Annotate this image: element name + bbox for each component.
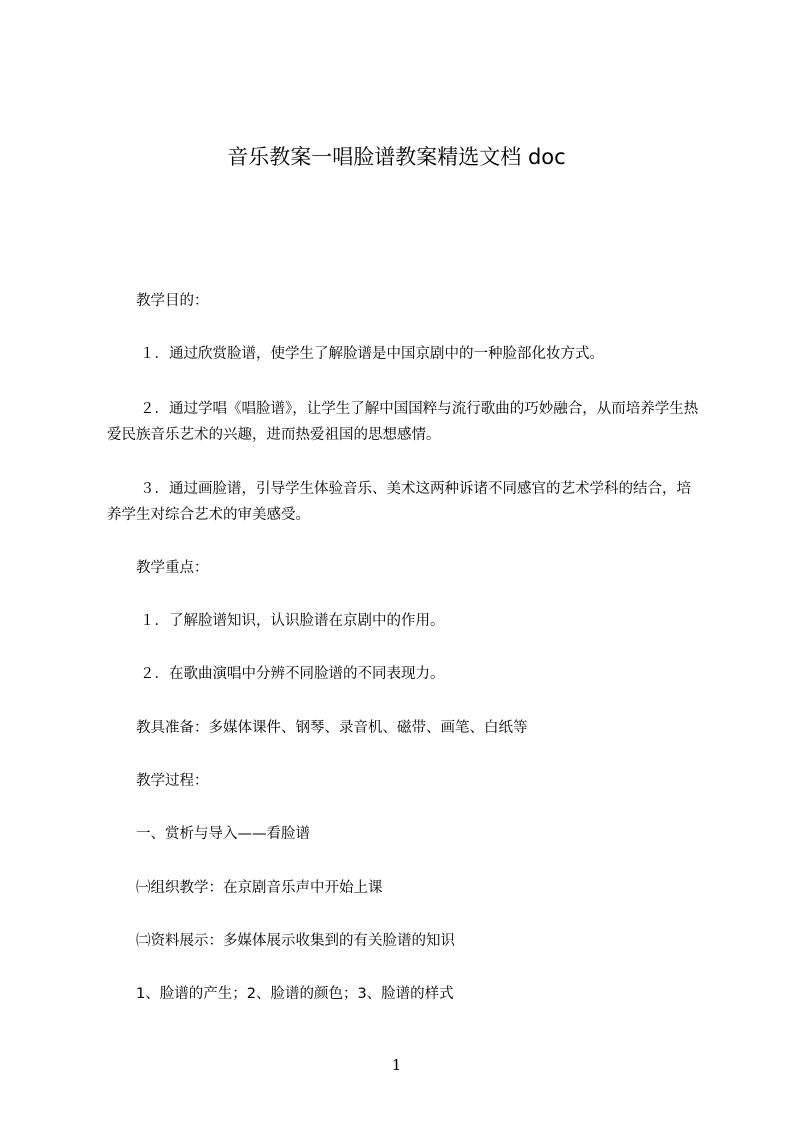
objective-3: ３．通过画脸谱，引导学生体验音乐、美术这两种诉诸不同感官的艺术学科的结合，培养学生对综合艺术的审美感受。 [107,481,691,523]
objective-1: １．通过欣赏脸谱，使学生了解脸谱是中国京剧中的一种脸部化妆方式。 [140,346,604,362]
step-2: ㈡资料展示：多媒体展示收集到的有关脸谱的知识 [136,933,455,949]
objective-2: ２．通过学唱《唱脸谱》，让学生了解中国国粹与流行歌曲的巧妙融合，从而培养学生热爱民族音乐艺术的兴趣，进而热爱祖国的思想感情。 [107,401,699,443]
teaching-aids: 教具准备：多媒体课件、钢琴、录音机、磁带、画笔、白纸等 [136,720,528,736]
key-points-heading: 教学重点： [136,560,209,576]
document-title: 音乐教案一唱脸谱教案精选文档 doc [227,145,566,169]
process-heading: 教学过程： [136,773,209,789]
key-point-1: １．了解脸谱知识，认识脸谱在京剧中的作用。 [140,613,445,629]
objectives-heading: 教学目的： [136,293,209,309]
step-1: ㈠组织教学：在京剧音乐声中开始上课 [136,880,383,896]
page-number: 1 [391,1056,402,1074]
section-1-heading: 一、赏析与导入——看脸谱 [136,826,310,842]
topics-list: 1、脸谱的产生；2、脸谱的颜色；3、脸谱的样式 [136,986,454,1002]
key-point-2: ２．在歌曲演唱中分辨不同脸谱的不同表现力。 [140,666,445,682]
